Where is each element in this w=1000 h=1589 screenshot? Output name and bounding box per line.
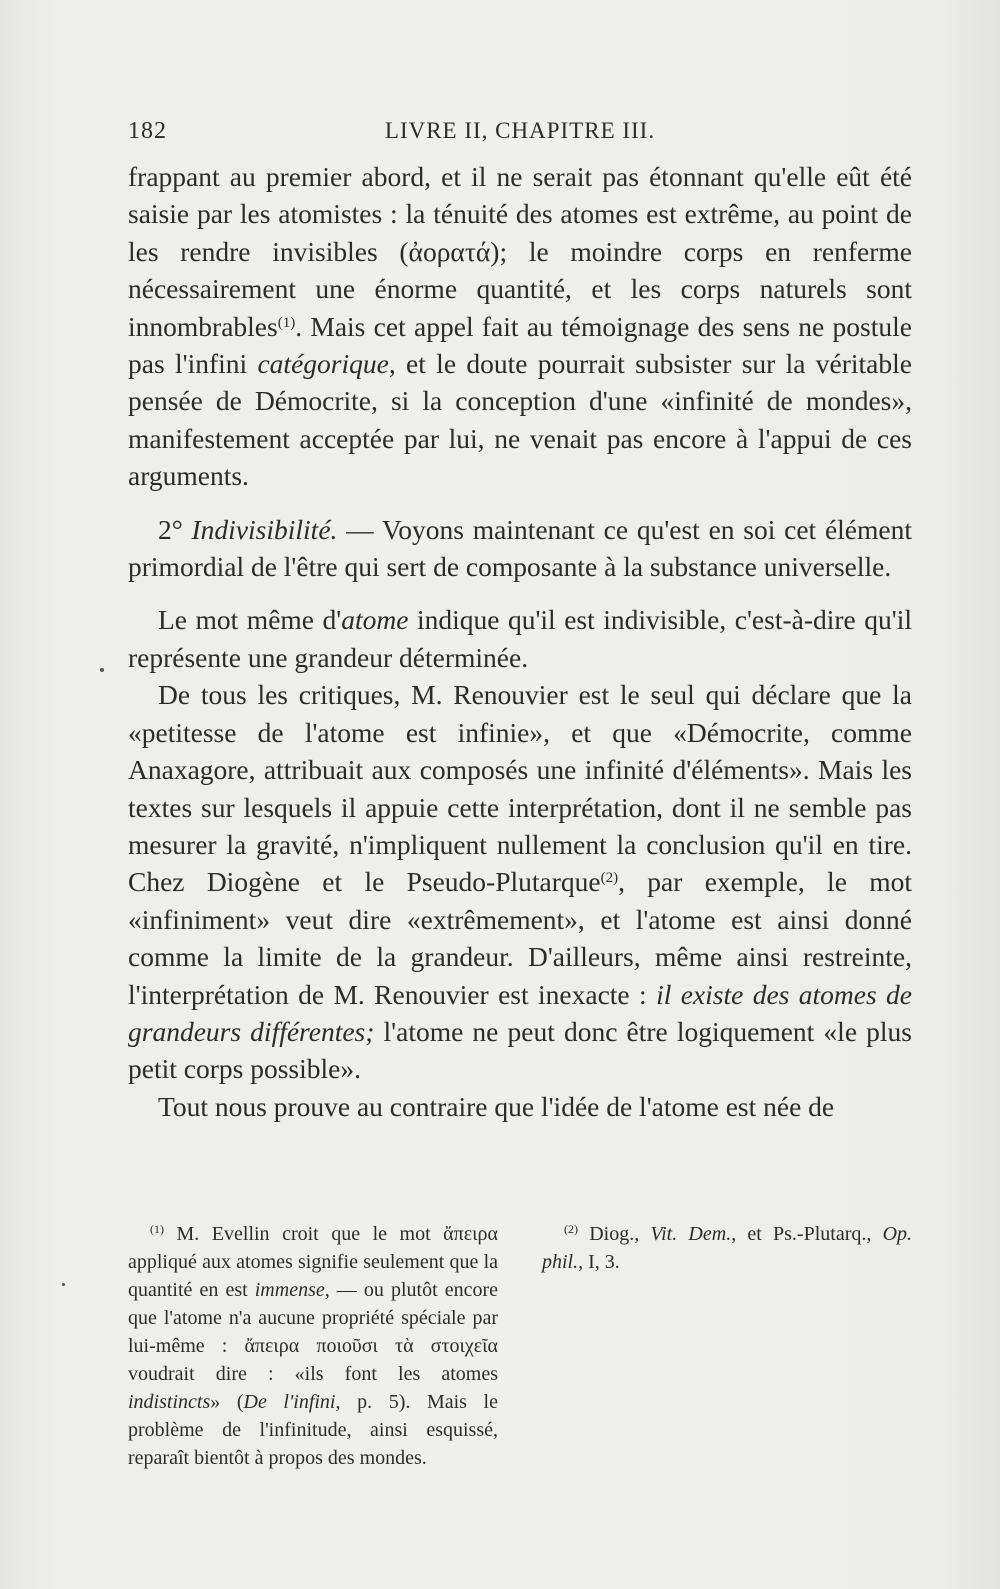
paragraph-5: Tout nous prouve au contraire que l'idée de l'atome est née de	[158, 1090, 835, 1122]
footnote-2-marker: (2)	[564, 1222, 578, 1236]
paragraph-4: De tous les critiques, M. Renouvier est le seul qui déclare que la «petitesse de l'atome est infinie», et que «Démocrite, comme Anaxagore, attribuait aux composés une infinité d'éléments». Mais les textes sur lesquels il appuie cette interprétation, dont il ne semble pas mesurer la gravité, n'impliquent nullement la conclusion qu'il en tire. Chez Diogène et le Pseudo-Plutarque$^{(2)}$, par exemple, le mot «infiniment» veut dire «extrêmement», et l'atome est ainsi donné comme la limite de la grandeur. D'ailleurs, même ainsi restreinte, l'interprétation de M. Renouvier est inexacte : il existe des atomes de grandeurs différentes; l'atome ne peut donc être logiquement «le plus petit corps possible».	[128, 679, 913, 1085]
section-heading: Indivisibilité.	[191, 513, 338, 545]
footnote-1-marker: (1)	[150, 1222, 164, 1236]
paragraph-1: frappant au premier abord, et il ne serait pas étonnant qu'elle eût été saisie par les atomistes : la ténuité des atomes est extrême, au point de les rendre invisibles (ἀορατά); le moindre corps en renferme nécessairement une énorme quantité, et les corps naturels sont innombrables$^{(1)}$. Mais cet appel fait au témoignage des sens ne postule pas l'infini catégorique, et le doute pourrait subsister sur la véritable pensée de Démocrite, si la conception d'une «infinité de mondes», manifestement acceptée par lui, ne venait pas encore à l'appui de ces arguments.	[128, 161, 912, 492]
paragraph-3: Le mot même d'atome indique qu'il est indivisible, c'est-à-dire qu'il représente une grandeur déterminée.	[128, 604, 912, 673]
page-number: 182	[128, 118, 167, 144]
footnote-ref-2[interactable]: (2)	[600, 870, 619, 887]
footnotes-col-1	[128, 1220, 498, 1478]
paragraph-2: 2° Indivisibilité. — Voyons maintenant ce qu'est en soi cet élément primordial de l'être qui sert de composante à la substance universelle.	[128, 513, 912, 583]
greek-word: ἀορατά	[408, 235, 491, 267]
page-header	[128, 114, 912, 150]
running-head: LIVRE II, CHAPITRE III.	[384, 118, 656, 143]
ink-speck	[100, 668, 104, 672]
footnote-ref-1[interactable]: (1)	[277, 314, 296, 331]
footnotes-col-2	[542, 1220, 912, 1478]
ink-speck	[62, 1283, 65, 1286]
footnotes	[128, 1220, 912, 1478]
footnote-1: $^{(1)}$ M. Evellin croit que le mot ἄπειρα appliqué aux atomes signifie seulement que la quantité en est immense, — ou plutôt encore que l'atome n'a aucune propriété spéciale par lui-même : ἄπειρα ποιοῦσι τὰ στοιχεῖα voudrait dire : «ils font les atomes indistincts» (De l'infini, p. 5). Mais le problème de l'infinitude, ainsi esquissé, reparaît bientôt à propos des mondes.	[128, 1222, 498, 1469]
footnote-2: $^{(2)}$ Diog., Vit. Dem., et Ps.-Plutarq., Op. phil., I, 3.	[542, 1222, 913, 1273]
body-text	[128, 158, 912, 1125]
